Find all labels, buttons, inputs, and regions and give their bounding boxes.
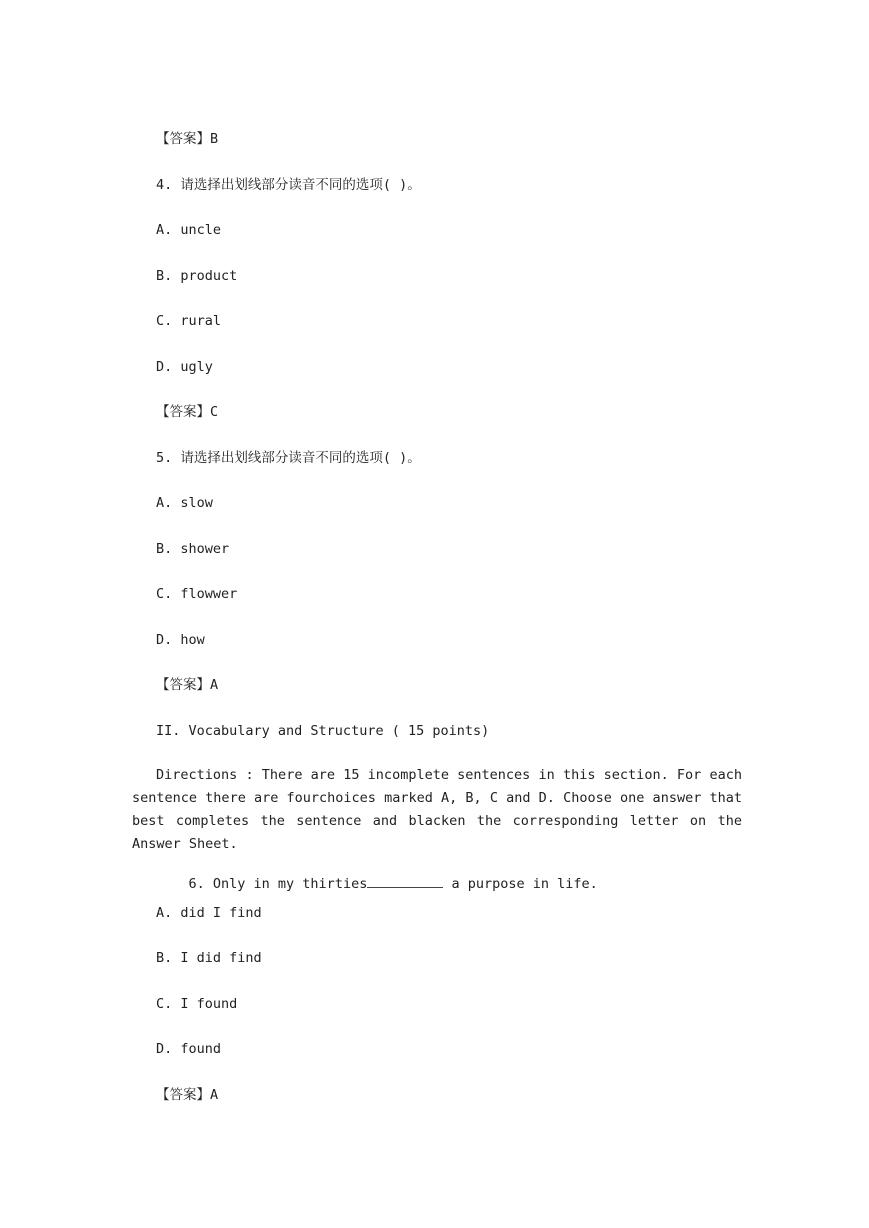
q4-option-d: D. ugly (156, 359, 213, 375)
q6-option-a: A. did I find (156, 905, 262, 921)
q6-option-b: B. I did find (156, 950, 262, 966)
q4-option-c: C. rural (156, 313, 222, 329)
answer-q3: 【答案】B (156, 131, 219, 147)
question-5: 5. 请选择出划线部分读音不同的选项( )。 (156, 450, 421, 466)
q5-option-d: D. how (156, 632, 205, 648)
answer-q4: 【答案】C (156, 404, 219, 420)
answer-q6: 【答案】A (156, 1087, 219, 1103)
q6-option-d: D. found (156, 1041, 222, 1057)
q6-text-after: a purpose in life. (443, 876, 598, 892)
q5-option-c: C. flowwer (156, 586, 238, 602)
q5-option-a: A. slow (156, 495, 213, 511)
q4-option-a: A. uncle (156, 222, 222, 238)
q5-option-b: B. shower (156, 541, 230, 557)
directions-paragraph: Directions : There are 15 incomplete sentences in this section. For each sentence there are fourchoices marked A, B, C and D. Choose one answer that best completes the sentence and blacken the corresponding letter on the Answer Sheet. (132, 767, 742, 852)
answer-q5: 【答案】A (156, 677, 219, 693)
q6-text-before: 6. Only in my thirties (188, 876, 368, 892)
question-4: 4. 请选择出划线部分读音不同的选项( )。 (156, 177, 421, 193)
q6-blank (367, 875, 443, 888)
question-6 (156, 859, 598, 908)
section-heading: II. Vocabulary and Structure ( 15 points) (156, 723, 490, 739)
q4-option-b: B. product (156, 268, 238, 284)
q6-option-c: C. I found (156, 996, 238, 1012)
